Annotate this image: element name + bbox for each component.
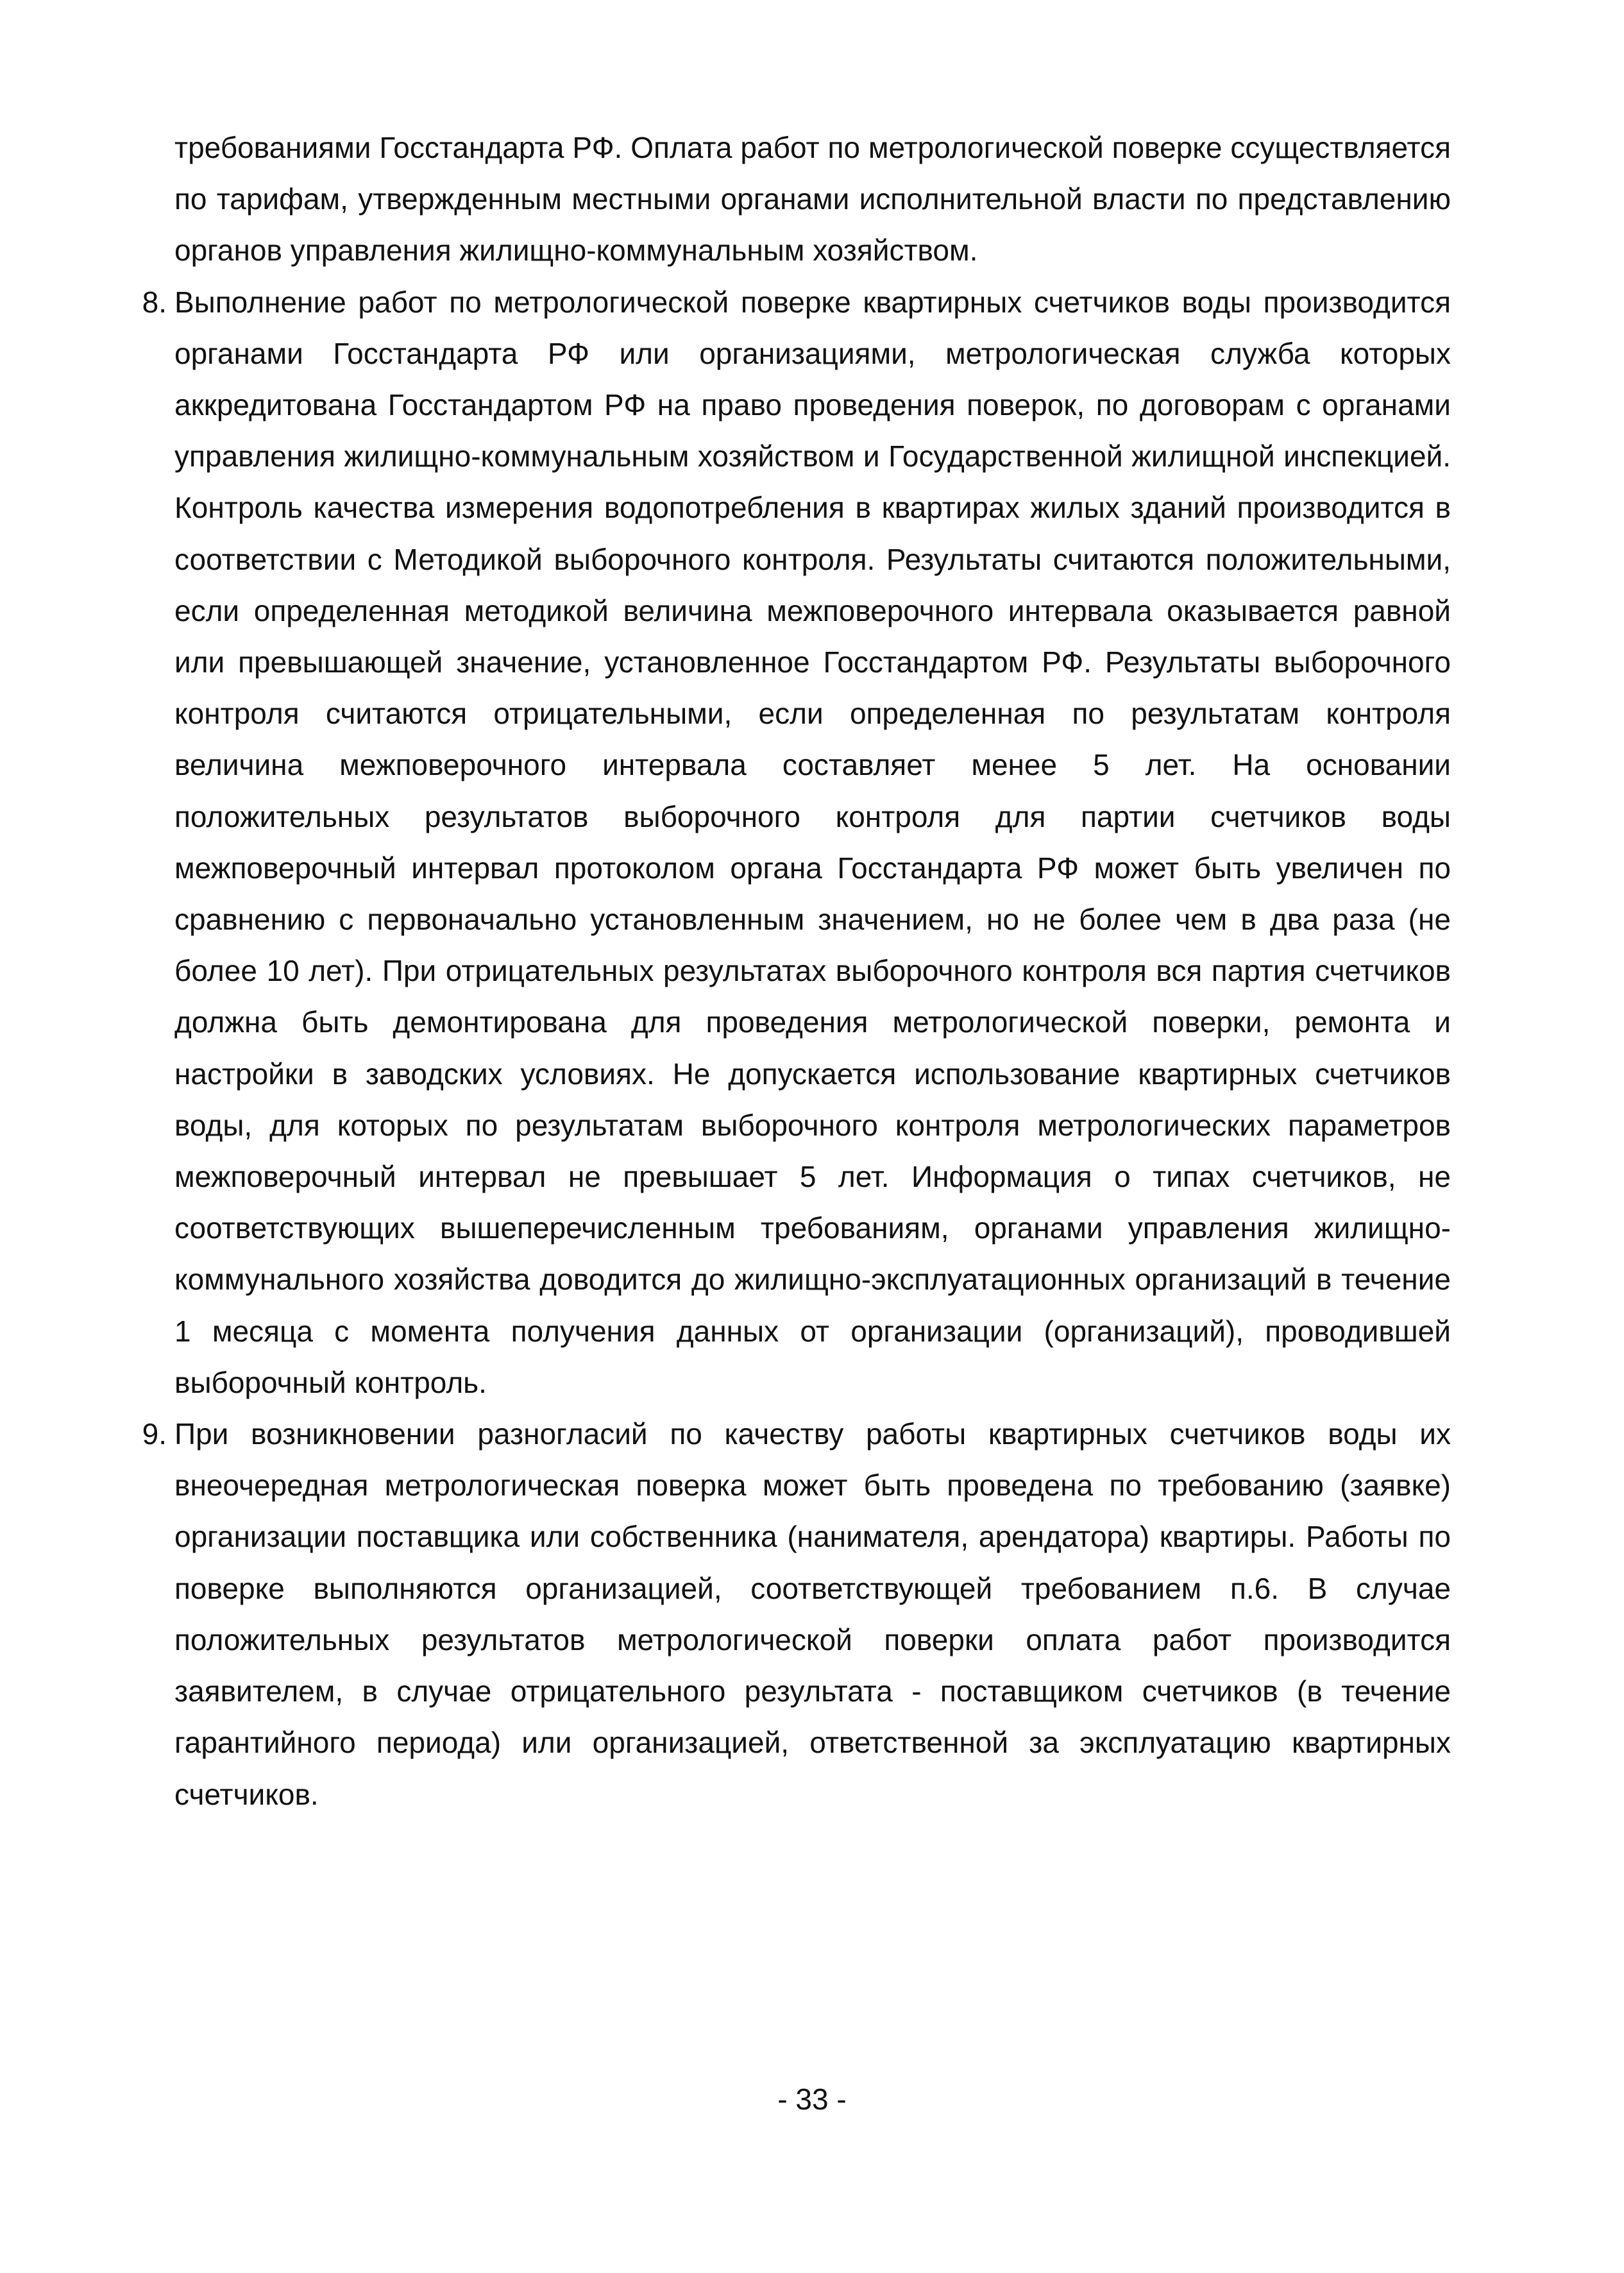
list-item-text: При возникновении разногласий по качеству работы квартирных счетчиков воды их внеочередная метрологическая поверка может быть проведена по требованию (заявке) организации поставщика или собственника (нанимателя, арендатора) квартиры. Работы по поверке выполняются организацией, соответствующей требованием п.6. В случае положительных результатов метрологической поверки оплата работ производится заявителем, в случае отрицательного результата - поставщиком счетчиков (в течение гарантийного периода) или организацией, ответственной за эксплуатацию квартирных счетчиков. <box>174 1417 1451 1811</box>
list-item-number: 8. <box>142 285 167 319</box>
page-number: - 33 - <box>777 2082 847 2116</box>
list-item-9 <box>142 1408 1451 1820</box>
list-item-number: 9. <box>142 1417 167 1451</box>
continuation-paragraph: требованиями Госстандарта РФ. Оплата работ по метрологической поверке ссуществляется по тарифам, утвержденным местными органами исполнительной власти по представлению органов управления жилищно-коммунальным хозяйством. <box>174 131 1451 268</box>
list-item-8 <box>142 277 1451 1408</box>
document-body <box>142 122 1451 1820</box>
list-item-text: Выполнение работ по метрологической поверке квартирных счетчиков воды производится органами Госстандарта РФ или организациями, метрологическая служба которых аккредитована Госстандартом РФ на право проведения поверок, по договорам с органами управления жилищно-коммунальным хозяйством и Государственной жилищной инспекцией. Контроль качества измерения водопотребления в квартирах жилых зданий производится в соответствии с Методикой выборочного контроля. Результаты считаются положительными, если определенная методикой величина межповерочного интервала оказывается равной или превышающей значение, установленное Госстандартом РФ. Результаты выборочного контроля считаются отрицательными, если определенная по результатам контроля величина межповерочного интервала составляет менее 5 лет. На основании положительных результатов выборочного контроля для партии счетчиков воды межповерочный интервал протоколом органа Госстандарта РФ может быть увеличен по сравнению с первоначально установленным значением, но не более чем в два раза (не более 10 лет). При отрицательных результатах выборочного контроля вся партия счетчиков должна быть демонтирована для проведения метрологической поверки, ремонта и настройки в заводских условиях. Не допускается использование квартирных счетчиков воды, для которых по результатам выборочного контроля метрологических параметров межповерочный интервал не превышает 5 лет. Информация о типах счетчиков, не соответствующих вышеперечисленным требованиям, органами управления жилищно-коммунального хозяйства доводится до жилищно-эксплуатационных организаций в течение 1 месяца с момента получения данных от организации (организаций), проводившей выборочный контроль. <box>174 285 1451 1399</box>
